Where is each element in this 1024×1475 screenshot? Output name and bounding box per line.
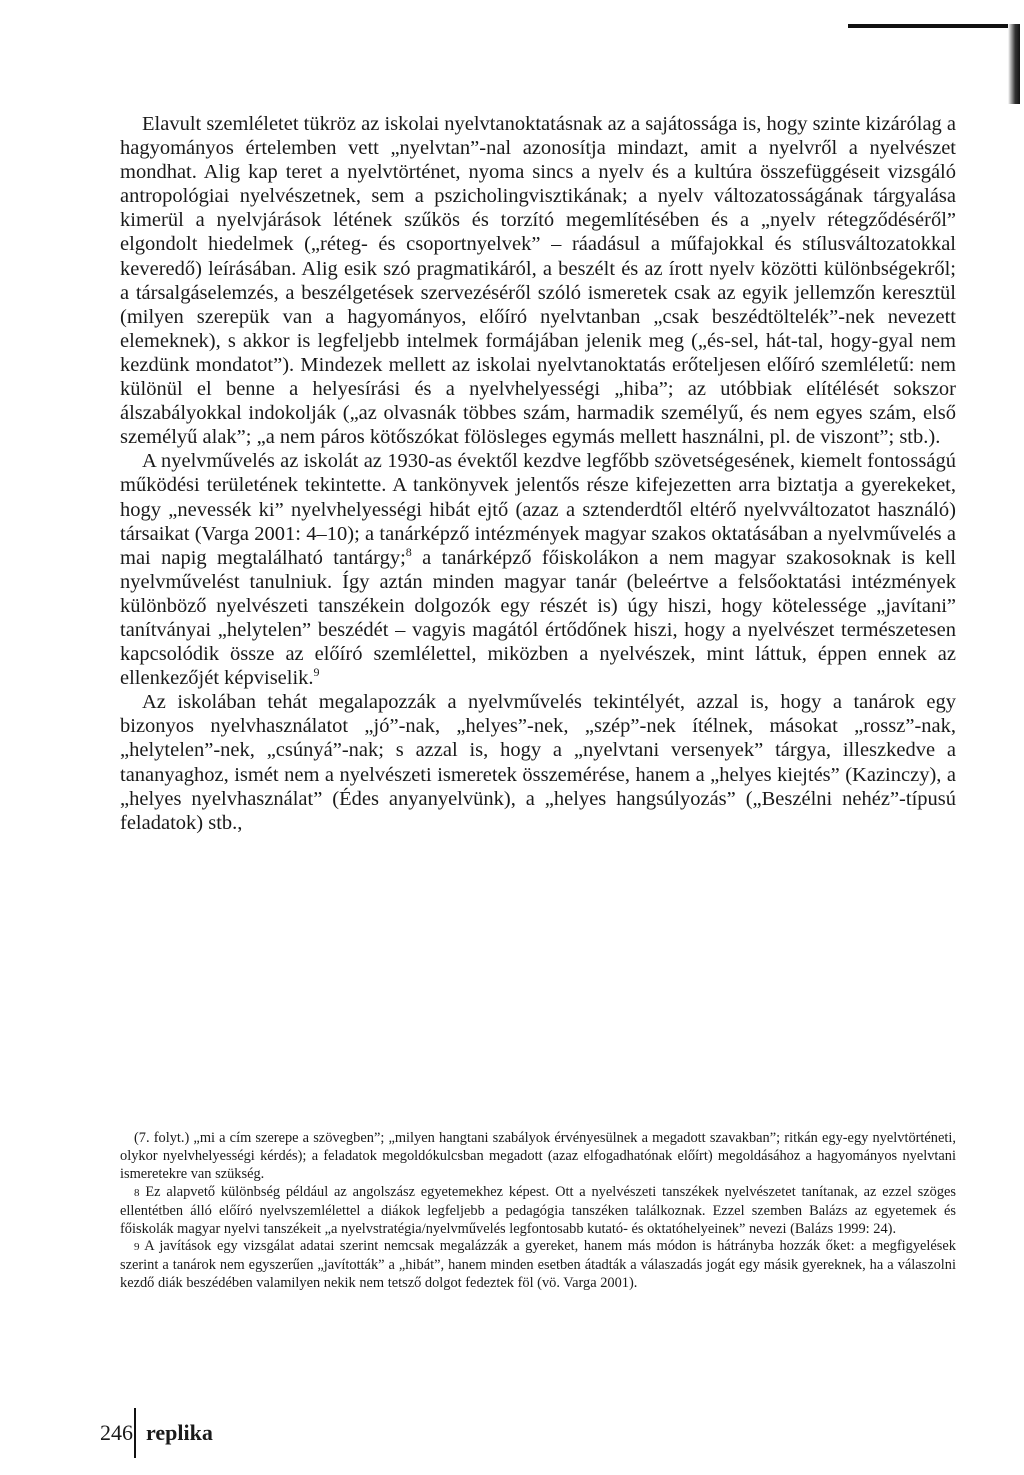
page-number: 246 bbox=[100, 1420, 133, 1445]
footnote-7: (7. folyt.) „mi a cím szerepe a szövegben”; „milyen hangtani szabályok érvényesülnek a megadott szavakban”; ritkán egy-egy nyelvtörténeti, olykor nyelvhelyességi kérdés); a feladatok megoldókulcsban megadott (azaz elfogadhatónak előírt) megoldásához a hagyományos nyelvtani ismeretekre van szükség. bbox=[120, 1130, 956, 1182]
footnote-ref-9: 9 bbox=[313, 665, 320, 680]
footnote-8 bbox=[120, 1184, 956, 1239]
paragraph-2-part-b: a tanárképző főiskolákon a nem magyar szakosoknak is kell nyelvművelést tanulniuk. Így aztán minden magyar tanár (beleértve a felsőoktatási intézmények különböző nyelvészeti tanszékein dolgozók egy részét is) úgy hiszi, hogy kötelessége „javítani” tanítványai „helytelen” beszédét – vagyis magától értődőnek hiszi, hogy a nyelvészet természetesen kapcsolódik össze az előíró szemlélettel, miközben a nyelvészek, mint láttuk, éppen ennek az ellenkezőjét képviselik. bbox=[120, 546, 956, 690]
footnote-8-text: Ez alapvető különbség például az angolszász egyetemekhez képest. Ott a nyelvészeti tanszékek nyelvészetet tanítanak, az ezzel szöges ellentétben álló előíró nyelvszemlélettel a diákok legfeljebb a pedagógia tanszéken találkoznak. Ezzel szemben Balázs az egyetemek és főiskolák magyar nyelvi tanszékeit „a nyelvstratégia/nyelvművelés legfontosabb kutató- és oktatóhelyeinek” nevezi (Balázs 1999: 24). bbox=[120, 1183, 956, 1237]
footnote-ref-8: 8 bbox=[405, 544, 412, 559]
footnote-9-number: 9 bbox=[134, 1241, 140, 1254]
paragraph-2-part-a: A nyelvművelés az iskolát az 1930-as évektől kezdve legfőbb szövetségesének, kiemelt fontosságú működési területének tekintette. A tankönyvek jelentős része kifejezetten arra biztatja a gyerekeket, hogy „nevessék ki” nyelvhelyességi hibát ejtő (azaz a sztenderdtől eltérő nyelvváltozatot használó) társaikat (Varga 2001: 4–10); a tanárképző intézmények magyar szakos oktatásában a nyelvművelés a mai napig megtalálható tantárgy; bbox=[120, 450, 956, 569]
paragraph-2 bbox=[120, 449, 956, 690]
footnote-8-number: 8 bbox=[134, 1186, 140, 1199]
paragraph-3: Az iskolában tehát megalapozzák a nyelvművelés tekintélyét, azzal is, hogy a tanárok egy bizonyos nyelvhasználatot „jó”-nak, „helyes”-nek, „szép”-nek ítélnek, másokat „rossz”-nak, „helytelen”-nek, „csúnyá”-nak; s azzal is, hogy a „nyelvtani versenyek” tárgya, illeszkedve a tananyaghoz, ismét nem a nyelvészeti ismeretek összemérése, hanem a „helyes kiejtés” (Kazinczy), a „helyes nyelvhasználat” (Édes anyanyelvünk), a „helyes hangsúlyozás” („Beszélni nehéz”-típusú feladatok) stb., bbox=[120, 691, 956, 834]
footnote-9 bbox=[120, 1238, 956, 1293]
body-text bbox=[120, 112, 956, 835]
page-footer bbox=[100, 1408, 400, 1456]
paragraph-1: Elavult szemléletet tükröz az iskolai nyelvtanoktatásnak az a sajátossága is, hogy szinte kizárólag a hagyományos értelemben vett „nyelvtan”-nal azonosítja mindazt, amit a nyelvről a nyelvészet mondhat. Alig kap teret a nyelvtörténet, nyoma sincs a nyelv és a kultúra összefüggéseit vizsgáló antropológiai nyelvészetnek, sem a pszicholingvisztikának; a nyelv változatosságának tárgyalása kimerül a nyelvjárások létének szűkös és torzító megemlítésében és a „nyelv rétegződéséről” elgondolt hiedelmek („réteg- és csoportnyelvek” – ráadásul a műfajokkal és stílusváltozatokkal keveredő) leírásában. Alig esik szó pragmatikáról, a beszélt és az írott nyelv közötti különbségekről; a társalgáselemzés, a beszélgetések szervezéséről szóló ismeretek csak az egyik jellemzőn keresztül (milyen szerepük van a hagyományos, előíró nyelvtanban „csak beszédtöltelék”-nek nevezett elemeknek), s akkor is legfeljebb intelmek formájában jelenik meg („és-sel, hát-tal, hogy-gyal nem kezdünk mondatot”). Mindezek mellett az iskolai nyelvtanoktatás erőteljesen előíró szemléletű: nem különül el benne a helyesírási és a nyelvhelyességi „hiba”; az utóbbiak elítélését sokszor álszabályokkal indokolják („az olvasnák többes szám, harmadik személyű, és nem egyes szám, első személyű alak”; „a nem páros kötőszókat fölösleges egymás mellett használni, pl. de viszont”; stb.). bbox=[120, 113, 957, 449]
footnotes bbox=[120, 1130, 956, 1293]
scan-artifact-edge bbox=[1008, 24, 1020, 104]
journal-title: replika bbox=[146, 1420, 213, 1445]
footnote-9-text: A javítások egy vizsgálat adatai szerint nemcsak megalázzák a gyereket, hanem más módon is hátrányba hozzák őket: a megfigyelések szerint a tanárok nem egyszerűen „javították” a „hibát”, hanem minden esetben átadták a válaszadás jogát egy másik gyereknek, ha a válaszolni kezdő diák beszédében valamilyen nekik nem tetsző dolgot fedeztek föl (vö. Varga 2001). bbox=[120, 1238, 956, 1292]
scan-artifact-bar bbox=[848, 24, 1020, 28]
footer-divider bbox=[134, 1408, 136, 1458]
